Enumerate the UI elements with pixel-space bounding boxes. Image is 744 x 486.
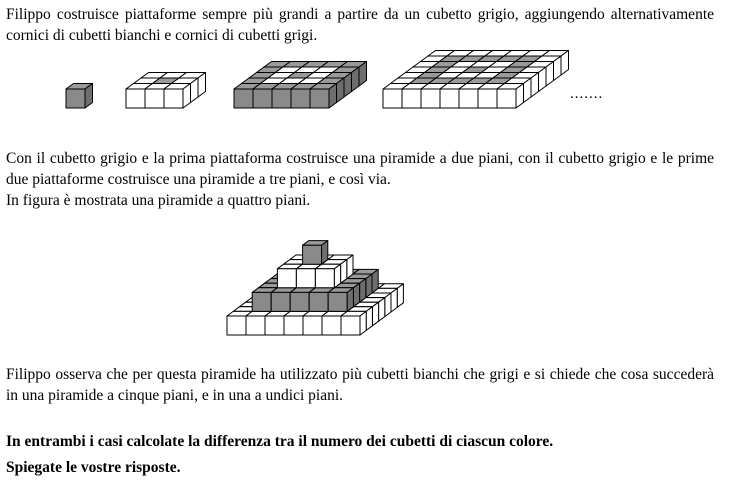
platform-2-cube <box>164 84 191 109</box>
pyramid-figure <box>0 215 744 345</box>
intro-paragraph: Filippo costruisce piattaforme sempre più grandi a partire da un cubetto grigio, aggiungendo alternativamente cornici di cubetti bianchi e cornici di cubetti grigi. <box>6 6 714 44</box>
figure-caption: In figura è mostrata una piramide a quattro piani. <box>6 192 311 209</box>
continuation-dots: ....... <box>570 86 604 102</box>
instruction-statement: Spiegate le vostre risposte. <box>6 459 181 476</box>
pyramid-floor-2-cube <box>328 288 353 312</box>
task-statement: In entrambi i casi calcolate la differenza tra il numero dei cubetti di ciascun colore. <box>6 433 554 450</box>
observation-paragraph: Filippo osserva che per questa piramide ha utilizzato più cubetti bianchi che grigi e si chiede che cosa succederà in una piramide a cinque piani, e in una a undici piani. <box>6 366 714 404</box>
pyramid-floor-3-cube <box>315 264 340 288</box>
platform-3-cube <box>310 84 337 109</box>
pyramid-floor-4-cube <box>303 241 328 265</box>
platform-1-cube <box>66 84 93 109</box>
pyramid-explanation: Con il cubetto grigio e la prima piattaforma costruisce una piramide a due piani, con il cubetto grigio e le prime due piattaforme costruisce una piramide a tre piani, e così via. <box>6 150 714 188</box>
pyramid-floor-1-cube <box>341 311 366 335</box>
platform-4-cube <box>497 84 524 109</box>
